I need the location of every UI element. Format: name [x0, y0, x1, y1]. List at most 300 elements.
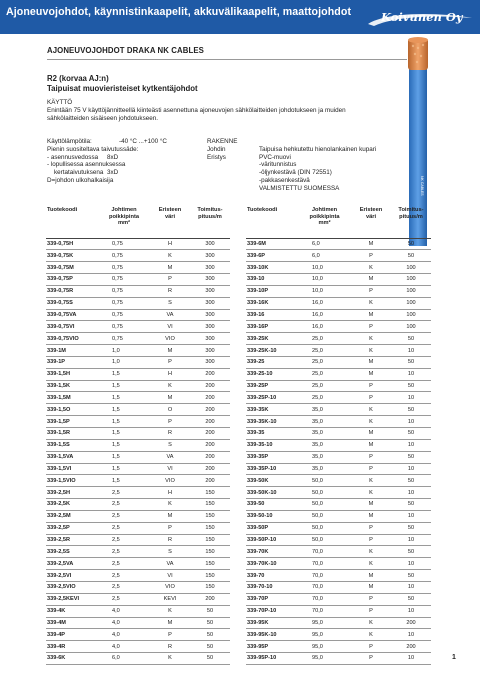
- cell-colour: P: [351, 250, 391, 262]
- table-row: [246, 428, 431, 440]
- cell-colour: K: [351, 297, 391, 309]
- table-row: [46, 522, 230, 534]
- construction: [207, 138, 397, 193]
- cell-length: 50: [391, 570, 431, 582]
- cell-cross-section: 0,75: [98, 238, 150, 250]
- cell-cross-section: 25,0: [298, 392, 351, 404]
- table-row: [246, 617, 431, 629]
- col-header-code: Tuotekoodi: [46, 207, 98, 238]
- cell-product-code: 339-0,75H: [46, 238, 98, 250]
- cell-colour: M: [351, 238, 391, 250]
- cell-product-code: 339-25P: [246, 380, 298, 392]
- cell-product-code: 339-2,5M: [46, 510, 98, 522]
- cell-product-code: 339-6K: [46, 653, 98, 665]
- cell-product-code: 339-35-10: [246, 439, 298, 451]
- table-row: [246, 333, 431, 345]
- table-row: [46, 570, 230, 582]
- cell-length: 200: [190, 439, 230, 451]
- cell-product-code: 339-1,5K: [46, 380, 98, 392]
- cell-length: 200: [190, 593, 230, 605]
- cell-product-code: 339-4K: [46, 605, 98, 617]
- cell-length: 50: [391, 404, 431, 416]
- cell-colour: K: [150, 499, 190, 511]
- cell-colour: M: [351, 439, 391, 451]
- table-row: [46, 309, 230, 321]
- cell-cross-section: 70,0: [298, 546, 351, 558]
- cell-colour: K: [351, 345, 391, 357]
- cell-cross-section: 1,0: [98, 345, 150, 357]
- cell-colour: H: [150, 368, 190, 380]
- table-row: [246, 297, 431, 309]
- cell-product-code: 339-0,75R: [46, 285, 98, 297]
- conductor-label: Johdin: [207, 145, 226, 153]
- fixed-install-value: 8xD: [107, 153, 119, 161]
- cell-colour: K: [150, 605, 190, 617]
- cell-length: 200: [190, 404, 230, 416]
- cell-colour: VA: [150, 558, 190, 570]
- specifications: [47, 138, 207, 185]
- cell-colour: VIO: [150, 475, 190, 487]
- table-row: [246, 593, 431, 605]
- cell-product-code: 339-16K: [246, 297, 298, 309]
- cell-cross-section: 50,0: [298, 510, 351, 522]
- cell-colour: M: [351, 274, 391, 286]
- cell-product-code: 339-35K-10: [246, 416, 298, 428]
- product-table-left: [46, 207, 230, 665]
- table-row: [46, 451, 230, 463]
- table-row: [246, 439, 431, 451]
- cell-colour: R: [150, 285, 190, 297]
- cell-colour: VIO: [150, 333, 190, 345]
- cell-product-code: 339-4R: [46, 641, 98, 653]
- table-row: [246, 356, 431, 368]
- table-row: [46, 629, 230, 641]
- cell-product-code: 339-95P-10: [246, 653, 298, 665]
- table-row: [246, 463, 431, 475]
- table-row: [246, 451, 431, 463]
- cell-colour: M: [351, 356, 391, 368]
- cell-colour: P: [351, 451, 391, 463]
- cell-product-code: 339-10K: [246, 262, 298, 274]
- cell-colour: K: [150, 653, 190, 665]
- cell-length: 200: [190, 451, 230, 463]
- cell-colour: R: [150, 641, 190, 653]
- table-row: [246, 250, 431, 262]
- cell-colour: K: [351, 487, 391, 499]
- cell-product-code: 339-6P: [246, 250, 298, 262]
- cell-colour: K: [351, 404, 391, 416]
- cell-product-code: 339-2,5H: [46, 487, 98, 499]
- cell-length: 150: [190, 522, 230, 534]
- cell-colour: P: [351, 321, 391, 333]
- cell-length: 300: [190, 285, 230, 297]
- cell-colour: P: [150, 416, 190, 428]
- cell-length: 50: [391, 546, 431, 558]
- cell-product-code: 339-50P: [246, 522, 298, 534]
- cell-cross-section: 2,5: [98, 510, 150, 522]
- table-row: [246, 416, 431, 428]
- cell-colour: M: [351, 368, 391, 380]
- cell-colour: KEVI: [150, 593, 190, 605]
- section-divider: [47, 59, 407, 60]
- cell-cross-section: 50,0: [298, 522, 351, 534]
- cell-cross-section: 50,0: [298, 499, 351, 511]
- cell-product-code: 339-25P-10: [246, 392, 298, 404]
- cell-colour: VA: [150, 451, 190, 463]
- cell-length: 300: [190, 274, 230, 286]
- cell-cross-section: 6,0: [298, 250, 351, 262]
- cell-colour: VI: [150, 321, 190, 333]
- table-row: [246, 309, 431, 321]
- cell-colour: VI: [150, 463, 190, 475]
- cell-length: 10: [391, 558, 431, 570]
- usage-text: Enintään 75 V käyttöjännitteellä kiinteästi asennettuna ajoneuvojen sähkölaitteiden johdotukseen ja muiden sähkölaitteiden sisäiseen johdotukseen.: [47, 107, 346, 122]
- table-row: [246, 581, 431, 593]
- cell-cross-section: 25,0: [298, 368, 351, 380]
- col-header-length: Toimitus- pituus/m: [391, 207, 431, 238]
- cell-length: 10: [391, 416, 431, 428]
- table-row: [246, 321, 431, 333]
- table-row: [246, 345, 431, 357]
- cell-product-code: 339-35P: [246, 451, 298, 463]
- col-header-length: Toimitus- pituus/m: [190, 207, 230, 238]
- cell-length: 150: [190, 510, 230, 522]
- cell-product-code: 339-35P-10: [246, 463, 298, 475]
- cell-length: 200: [190, 428, 230, 440]
- cell-cross-section: 35,0: [298, 451, 351, 463]
- cell-length: 10: [391, 534, 431, 546]
- cable-print-text: NK CABLES: [420, 176, 424, 196]
- cell-length: 150: [190, 546, 230, 558]
- cell-cross-section: 1,5: [98, 392, 150, 404]
- insulation-value: PVC-muovi: [259, 153, 291, 161]
- table-row: [46, 499, 230, 511]
- cell-colour: P: [150, 629, 190, 641]
- col-header-colour: Eristeen väri: [150, 207, 190, 238]
- cell-cross-section: 2,5: [98, 558, 150, 570]
- cell-cross-section: 50,0: [298, 487, 351, 499]
- cell-cross-section: 2,5: [98, 570, 150, 582]
- cell-colour: P: [351, 653, 391, 665]
- table-row: [246, 510, 431, 522]
- cell-cross-section: 2,5: [98, 593, 150, 605]
- cell-cross-section: 95,0: [298, 629, 351, 641]
- cell-product-code: 339-16: [246, 309, 298, 321]
- table-row: [46, 250, 230, 262]
- construction-heading: RAKENNE: [207, 138, 238, 145]
- cell-colour: K: [351, 475, 391, 487]
- cell-cross-section: 0,75: [98, 262, 150, 274]
- cell-cross-section: 2,5: [98, 546, 150, 558]
- cell-colour: M: [150, 262, 190, 274]
- cell-length: 50: [190, 629, 230, 641]
- table-row: [46, 392, 230, 404]
- company-logo: [366, 10, 474, 30]
- cell-length: 300: [190, 297, 230, 309]
- cell-product-code: 339-1,5H: [46, 368, 98, 380]
- table-row: [46, 510, 230, 522]
- cell-colour: P: [351, 534, 391, 546]
- page-number: 1: [452, 654, 456, 661]
- cell-length: 100: [391, 262, 431, 274]
- cell-product-code: 339-95K-10: [246, 629, 298, 641]
- cell-product-code: 339-50K: [246, 475, 298, 487]
- cell-length: 10: [391, 439, 431, 451]
- table-row: [246, 392, 431, 404]
- cell-product-code: 339-10P: [246, 285, 298, 297]
- cell-colour: S: [150, 439, 190, 451]
- col-header-area: Johtimen poikkipinta mm²: [98, 207, 150, 238]
- cell-colour: P: [351, 605, 391, 617]
- cell-cross-section: 10,0: [298, 274, 351, 286]
- cell-cross-section: 95,0: [298, 653, 351, 665]
- diameter-note: D=johdon ulkohalkaisija: [47, 176, 114, 184]
- cell-colour: K: [351, 416, 391, 428]
- cell-length: 100: [391, 274, 431, 286]
- cell-cross-section: 70,0: [298, 593, 351, 605]
- cell-colour: M: [351, 428, 391, 440]
- cell-colour: M: [351, 309, 391, 321]
- table-row: [46, 605, 230, 617]
- cell-length: 100: [391, 297, 431, 309]
- cell-colour: H: [150, 238, 190, 250]
- cell-length: 50: [190, 605, 230, 617]
- cell-colour: M: [351, 581, 391, 593]
- cell-length: 50: [391, 522, 431, 534]
- cell-cross-section: 4,0: [98, 617, 150, 629]
- cell-cross-section: 2,5: [98, 499, 150, 511]
- cell-length: 200: [190, 475, 230, 487]
- cell-colour: P: [351, 285, 391, 297]
- cell-length: 50: [391, 380, 431, 392]
- cell-product-code: 339-50K-10: [246, 487, 298, 499]
- cell-cross-section: 70,0: [298, 570, 351, 582]
- cell-product-code: 339-25K-10: [246, 345, 298, 357]
- table-row: [46, 356, 230, 368]
- cell-length: 150: [190, 581, 230, 593]
- cell-cross-section: 70,0: [298, 581, 351, 593]
- cell-cross-section: 0,75: [98, 321, 150, 333]
- cell-colour: P: [351, 522, 391, 534]
- cell-length: 200: [391, 641, 431, 653]
- cell-product-code: 339-35K: [246, 404, 298, 416]
- cell-colour: P: [351, 380, 391, 392]
- cell-length: 150: [190, 570, 230, 582]
- table-row: [46, 345, 230, 357]
- table-row: [46, 641, 230, 653]
- product-name: Taipuisat muovieristeiset kytkentäjohdot: [47, 84, 198, 93]
- table-row: [46, 262, 230, 274]
- cell-cross-section: 25,0: [298, 345, 351, 357]
- cell-cross-section: 50,0: [298, 475, 351, 487]
- col-header-colour: Eristeen väri: [351, 207, 391, 238]
- cell-product-code: 339-70-10: [246, 581, 298, 593]
- fixed-install-label: - asennusvedossa: [47, 153, 99, 161]
- cell-product-code: 339-2,5VI: [46, 570, 98, 582]
- table-row: [46, 546, 230, 558]
- cell-product-code: 339-2,5VA: [46, 558, 98, 570]
- table-row: [246, 605, 431, 617]
- cell-colour: VIO: [150, 581, 190, 593]
- cell-colour: M: [351, 499, 391, 511]
- table-row: [246, 262, 431, 274]
- table-row: [246, 285, 431, 297]
- cell-cross-section: 25,0: [298, 380, 351, 392]
- table-row: [46, 333, 230, 345]
- cell-cross-section: 0,75: [98, 250, 150, 262]
- table-row: [246, 380, 431, 392]
- table-row: [46, 593, 230, 605]
- cell-colour: P: [150, 356, 190, 368]
- final-install-label: - lopullisessa asennuksessa: [47, 161, 126, 169]
- cell-cross-section: 2,5: [98, 487, 150, 499]
- cell-length: 300: [190, 309, 230, 321]
- table-row: [46, 416, 230, 428]
- cell-cross-section: 35,0: [298, 463, 351, 475]
- header-bar: [0, 0, 480, 34]
- cell-length: 100: [391, 321, 431, 333]
- cell-product-code: 339-25K: [246, 333, 298, 345]
- cell-colour: P: [351, 593, 391, 605]
- single-bend-value: 3xD: [107, 169, 119, 177]
- cell-length: 150: [190, 499, 230, 511]
- cell-product-code: 339-1,5P: [46, 416, 98, 428]
- cell-cross-section: 2,5: [98, 581, 150, 593]
- cell-length: 10: [391, 653, 431, 665]
- cell-colour: VA: [150, 309, 190, 321]
- single-bend-label: kertataivutuksena: [54, 169, 104, 177]
- cell-product-code: 339-4M: [46, 617, 98, 629]
- table-row: [46, 558, 230, 570]
- usage-heading: KÄYTTÖ: [47, 99, 73, 106]
- cell-colour: K: [150, 380, 190, 392]
- cell-length: 50: [391, 333, 431, 345]
- cell-product-code: 339-1M: [46, 345, 98, 357]
- cell-product-code: 339-4P: [46, 629, 98, 641]
- cell-length: 10: [391, 605, 431, 617]
- cell-length: 200: [190, 463, 230, 475]
- cell-length: 300: [190, 321, 230, 333]
- temp-label: Käyttölämpötila:: [47, 138, 92, 145]
- cell-length: 10: [391, 510, 431, 522]
- cell-cross-section: 16,0: [298, 297, 351, 309]
- cell-cross-section: 0,75: [98, 309, 150, 321]
- cell-colour: S: [150, 546, 190, 558]
- cell-length: 300: [190, 238, 230, 250]
- cell-cross-section: 0,75: [98, 274, 150, 286]
- cell-cross-section: 10,0: [298, 285, 351, 297]
- cell-cross-section: 1,5: [98, 439, 150, 451]
- cell-length: 100: [391, 285, 431, 297]
- insulation-oil-resistant: -öljynkestävä (DIN 72551): [259, 169, 332, 177]
- cell-cross-section: 70,0: [298, 605, 351, 617]
- cell-product-code: 339-2,5KEVI: [46, 593, 98, 605]
- table-row: [46, 439, 230, 451]
- logo-text: Koivunen Oy: [381, 10, 463, 24]
- cell-cross-section: 0,75: [98, 285, 150, 297]
- cell-product-code: 339-0,75M: [46, 262, 98, 274]
- cell-cross-section: 0,75: [98, 297, 150, 309]
- cell-product-code: 339-50: [246, 499, 298, 511]
- cell-product-code: 339-50-10: [246, 510, 298, 522]
- cell-cross-section: 35,0: [298, 416, 351, 428]
- made-in-finland: VALMISTETTU SUOMESSA: [259, 184, 340, 192]
- cell-colour: R: [150, 534, 190, 546]
- cell-cross-section: 1,5: [98, 404, 150, 416]
- cell-length: 150: [190, 534, 230, 546]
- cell-product-code: 339-16P: [246, 321, 298, 333]
- cell-colour: K: [351, 546, 391, 558]
- cell-colour: P: [150, 274, 190, 286]
- insulation-frost-resistant: -pakkasenkestävä: [259, 176, 310, 184]
- cell-cross-section: 1,5: [98, 380, 150, 392]
- cell-length: 300: [190, 333, 230, 345]
- cell-colour: R: [150, 428, 190, 440]
- cell-cross-section: 4,0: [98, 629, 150, 641]
- cell-product-code: 339-2,5P: [46, 522, 98, 534]
- cell-colour: P: [150, 522, 190, 534]
- table-row: [46, 380, 230, 392]
- cell-product-code: 339-1,5S: [46, 439, 98, 451]
- cell-length: 50: [391, 250, 431, 262]
- table-row: [46, 274, 230, 286]
- cell-length: 200: [190, 368, 230, 380]
- cell-product-code: 339-25: [246, 356, 298, 368]
- cell-cross-section: 1,5: [98, 463, 150, 475]
- cell-cross-section: 4,0: [98, 641, 150, 653]
- cell-cross-section: 6,0: [298, 238, 351, 250]
- cell-cross-section: 1,5: [98, 428, 150, 440]
- cell-colour: K: [351, 333, 391, 345]
- cell-cross-section: 1,5: [98, 475, 150, 487]
- cell-cross-section: 35,0: [298, 439, 351, 451]
- table-row: [246, 641, 431, 653]
- cell-colour: K: [351, 629, 391, 641]
- cell-product-code: 339-95K: [246, 617, 298, 629]
- table-row: [246, 475, 431, 487]
- cell-product-code: 339-1,5R: [46, 428, 98, 440]
- cell-cross-section: 10,0: [298, 262, 351, 274]
- table-row: [246, 522, 431, 534]
- cell-length: 10: [391, 368, 431, 380]
- cell-cross-section: 70,0: [298, 558, 351, 570]
- cell-product-code: 339-2,5R: [46, 534, 98, 546]
- cell-colour: M: [150, 345, 190, 357]
- section-title: AJONEUVOJOHDOT DRAKA NK CABLES: [47, 46, 204, 55]
- cell-colour: M: [150, 510, 190, 522]
- cell-cross-section: 16,0: [298, 309, 351, 321]
- product-table-right: [246, 207, 431, 665]
- cell-product-code: 339-0,75P: [46, 274, 98, 286]
- cell-colour: M: [351, 570, 391, 582]
- cell-product-code: 339-70K: [246, 546, 298, 558]
- cell-cross-section: 35,0: [298, 428, 351, 440]
- cell-product-code: 339-0,75VA: [46, 309, 98, 321]
- table-row: [46, 463, 230, 475]
- cell-product-code: 339-1,5VI: [46, 463, 98, 475]
- cell-colour: K: [351, 558, 391, 570]
- cell-colour: VI: [150, 570, 190, 582]
- cell-length: 10: [391, 629, 431, 641]
- cell-length: 50: [391, 499, 431, 511]
- cell-cross-section: 6,0: [98, 653, 150, 665]
- cell-length: 100: [391, 309, 431, 321]
- table-row: [46, 653, 230, 665]
- table-row: [46, 404, 230, 416]
- table-row: [46, 428, 230, 440]
- cell-colour: H: [150, 487, 190, 499]
- cell-cross-section: 1,5: [98, 416, 150, 428]
